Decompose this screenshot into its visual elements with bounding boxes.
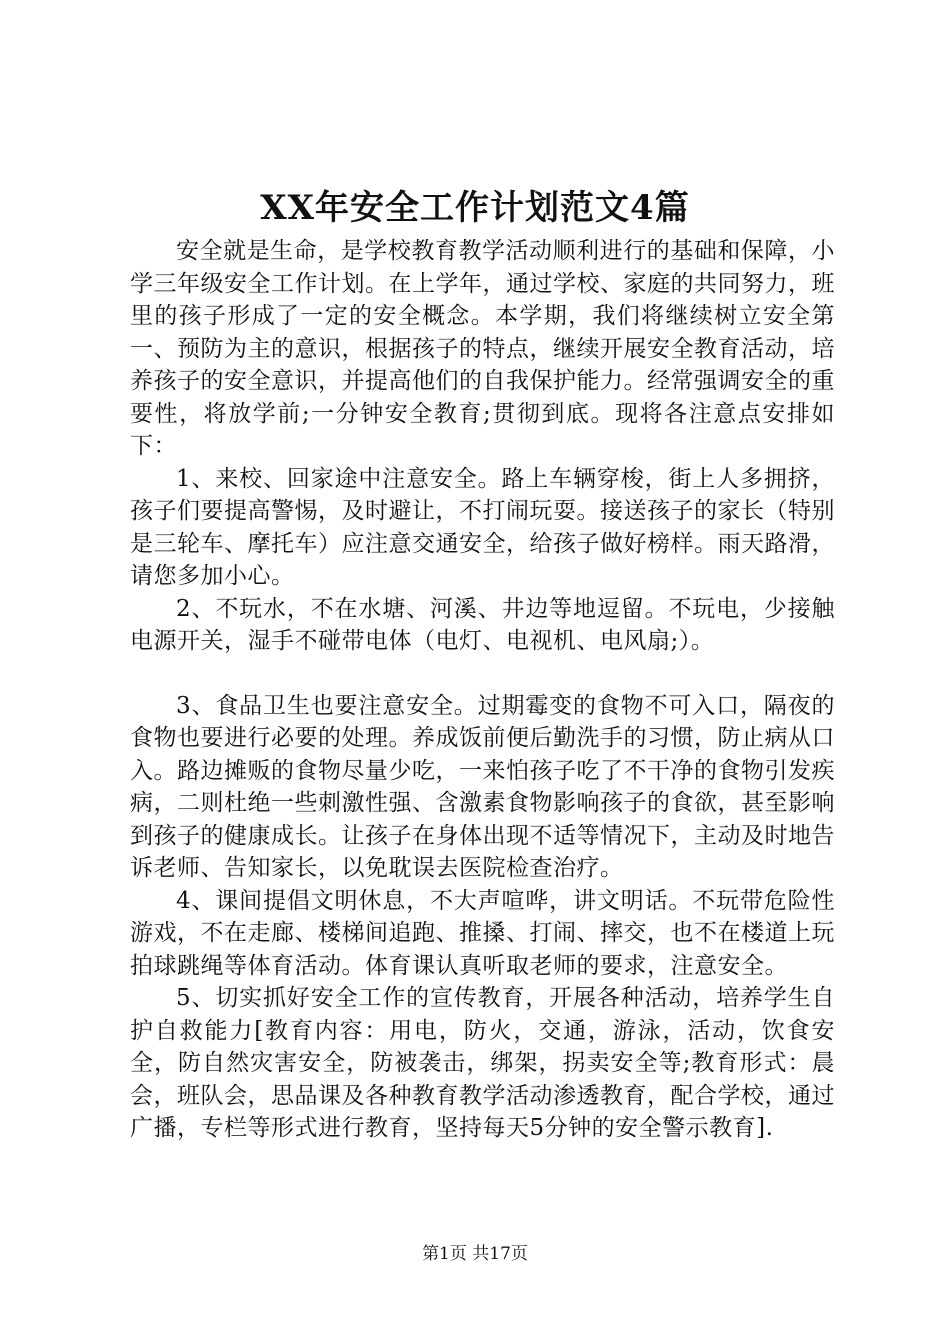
paragraph-spacer	[130, 658, 835, 690]
paragraph-item-3: 3、食品卫生也要注意安全。过期霉变的食物不可入口，隔夜的食物也要进行必要的处理。养成饭前便后勤洗手的习惯，防止病从口入。路边摊贩的食物尽量少吃，一来怕孩子吃了不干净的食物引发疾病，二则杜绝一些刺激性强、含激素食物影响孩子的食欲，甚至影响到孩子的健康成长。让孩子在身体出现不适等情况下，主动及时地告诉老师、告知家长，以免耽误去医院检查治疗。	[130, 692, 835, 881]
paragraph-item-5: 5、切实抓好安全工作的宣传教育，开展各种活动，培养学生自护自救能力[教育内容：用电，防火，交通，游泳，活动，饮食安全，防自然灾害安全，防被袭击，绑架，拐卖安全等;教育形式：晨会，班队会，思品课及各种教育教学活动渗透教育，配合学校，通过广播，专栏等形式进行教育，坚持每天5分钟的安全警示教育].	[130, 985, 835, 1141]
paragraph-item-4: 4、课间提倡文明休息，不大声喧哗，讲文明话。不玩带危险性游戏，不在走廊、楼梯间追跑、推搡、打闹、摔交，也不在楼道上玩拍球跳绳等体育活动。体育课认真听取老师的要求，注意安全。	[130, 887, 835, 979]
document-body	[130, 235, 835, 1145]
document-title: XX年安全工作计划范文4篇	[260, 188, 690, 228]
paragraph-item-2: 2、不玩水，不在水塘、河溪、井边等地逗留。不玩电，少接触电源开关，湿手不碰带电体（电灯、电视机、电风扇;）。	[130, 595, 835, 654]
paragraph-item-1: 1、来校、回家途中注意安全。路上车辆穿梭，街上人多拥挤，孩子们要提高警惕，及时避让，不打闹玩耍。接送孩子的家长（特别是三轮车、摩托车）应注意交通安全，给孩子做好榜样。雨天路滑，请您多加小心。	[130, 465, 835, 589]
intro-paragraph: 安全就是生命，是学校教育教学活动顺利进行的基础和保障，小学三年级安全工作计划。在上学年，通过学校、家庭的共同努力，班里的孩子形成了一定的安全概念。本学期，我们将继续树立安全第一、预防为主的意识，根据孩子的特点，继续开展安全教育活动，培养孩子的安全意识，并提高他们的自我保护能力。经常强调安全的重要性，将放学前;一分钟安全教育;贯彻到底。现将各注意点安排如下：	[130, 238, 835, 459]
page-number-footer: 第1页 共17页	[422, 1244, 528, 1264]
